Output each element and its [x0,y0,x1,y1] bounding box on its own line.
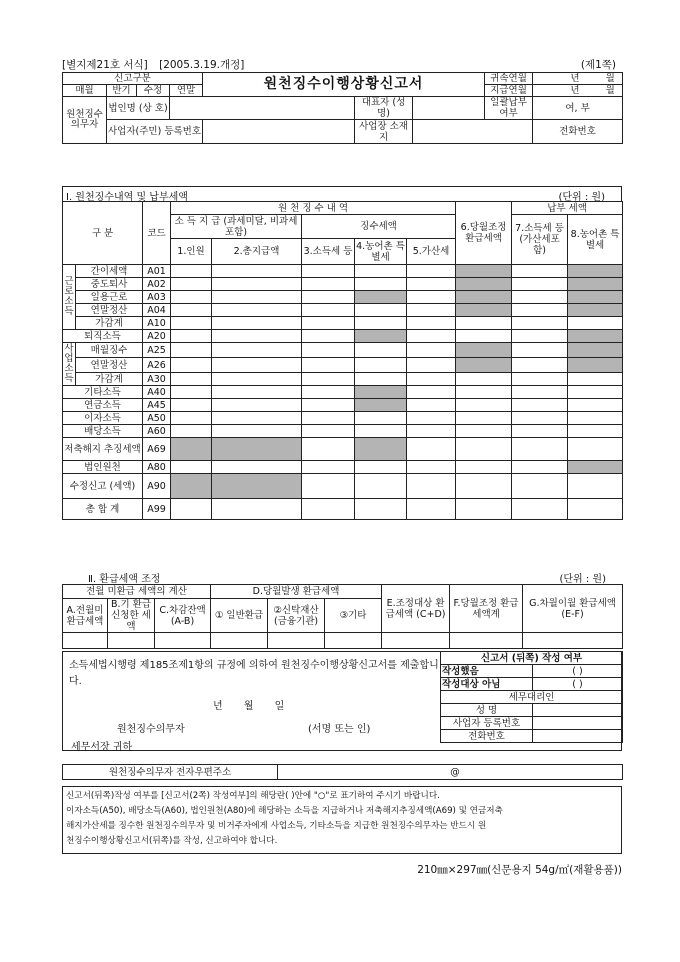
corp-name-label: 법인명 (상 호) [107,97,170,120]
row-cell[interactable] [171,399,212,412]
row-name: 연말정산 [76,358,143,373]
row-cell[interactable] [355,343,407,358]
row-cell[interactable] [456,317,512,330]
row-cell[interactable] [568,412,623,425]
row-name: 수정신고 (세액) [63,474,143,499]
row-cell [568,330,623,343]
row-cell [568,278,623,291]
row-cell[interactable] [302,330,355,343]
d3-label: ③기타 [325,599,382,633]
row-cell [355,438,407,461]
row-cell[interactable] [512,399,568,412]
table-row [63,304,623,317]
row-name: 연말정산 [76,304,143,317]
row-cell[interactable] [407,278,456,291]
row-cell[interactable] [355,499,407,520]
row-cell [568,343,623,358]
declaration-withholder: 원천징수의무자 [117,724,185,735]
d3-field[interactable] [325,633,382,649]
row-cell[interactable] [456,425,512,438]
reg-no-label: 사업자(주민) 등록번호 [107,120,203,144]
row-cell[interactable] [212,412,302,425]
table-row [63,330,623,343]
row-code: A69 [143,438,171,461]
b-field[interactable] [108,633,155,649]
back-written-check[interactable]: ( ) [533,665,623,678]
note-line-1: 신고서(뒤쪽)작성 여부를 [신고서(2쪽) 작성여부]의 해당란( )안에 "○"로 표기하여 주시기 바랍니다. [66,791,440,801]
row-cell[interactable] [171,317,212,330]
e-label: E.조정대상 환급세액 (C+D) [382,585,450,633]
row-cell[interactable] [302,304,355,317]
row-name: 중도퇴사 [76,278,143,291]
row-cell[interactable] [212,358,302,373]
row-cell[interactable] [568,373,623,386]
row-cell[interactable] [302,461,355,474]
row-cell[interactable] [407,317,456,330]
row-cell[interactable] [568,438,623,461]
rep-field[interactable] [413,97,485,120]
g-label: G.차월이월 환급세액 (E-F) [523,585,623,633]
row-cell[interactable] [456,386,512,399]
row-cell [355,291,407,304]
row-cell[interactable] [407,425,456,438]
table-row [63,399,623,412]
row-cell[interactable] [512,461,568,474]
row-cell [212,438,302,461]
table-row [63,373,623,386]
table-row [63,474,623,499]
row-cell[interactable] [456,474,512,499]
phone-label: 전화번호 [533,120,623,144]
row-cell[interactable] [212,278,302,291]
refund-table [62,584,623,649]
row-cell [456,304,512,317]
row-cell[interactable] [407,412,456,425]
row-cell[interactable] [355,358,407,373]
row-cell[interactable] [212,317,302,330]
row-name: 이자소득 [63,412,143,425]
agent-reg-label: 사업자 등록번호 [441,717,533,730]
row-cell [456,358,512,373]
row-cell[interactable] [512,373,568,386]
back-written: 작성했음 [441,665,533,678]
row-cell[interactable] [302,358,355,373]
row-cell[interactable] [355,317,407,330]
page-number: (제1쪽) [580,59,616,71]
section1-unit: (단위 : 원) [558,192,605,203]
row-cell[interactable] [302,278,355,291]
section2-unit: (단위 : 원) [559,574,606,585]
back-not-target: 작성대상 아님 [441,678,533,691]
f-label: F.당월조정 환급세액계 [450,585,523,633]
row-cell [568,265,623,278]
row-code: A90 [143,474,171,499]
agent-name-field[interactable] [533,704,623,717]
report-type-yearend[interactable]: 연말 [170,85,203,97]
agent-phone-field[interactable] [533,730,623,743]
col-collected: 징수세액 [302,215,456,239]
row-name: 저축해지 추징세액 [63,438,143,461]
row-cell[interactable] [171,373,212,386]
batch-pay-field[interactable]: 여, 부 [533,97,623,120]
form-title: 원천징수이행상황신고서 [203,73,485,97]
row-cell[interactable] [171,386,212,399]
row-code: A45 [143,399,171,412]
section2-title: Ⅱ. 환급세액 조정 [88,574,161,585]
agent-name-label: 성 명 [441,704,533,717]
prev-calc-label: 전월 미환급 세액의 계산 [63,585,211,599]
row-cell[interactable] [171,343,212,358]
row-cell [456,343,512,358]
row-cell[interactable] [355,265,407,278]
biz-addr-label: 사업장 소재지 [355,120,413,144]
row-name: 가감계 [76,373,143,386]
back-not-target-check[interactable]: ( ) [533,678,623,691]
row-cell[interactable] [512,438,568,461]
row-cell[interactable] [407,330,456,343]
e-field[interactable] [382,633,450,649]
email-field[interactable]: @ [278,765,623,780]
row-cell [171,474,212,499]
row-cell[interactable] [302,474,355,499]
f-field[interactable] [450,633,523,649]
row-cell[interactable] [171,304,212,317]
row-cell[interactable] [171,265,212,278]
row-cell[interactable] [512,317,568,330]
identification-table [62,72,623,144]
col-h8: 8.농어촌 특별세 [568,215,623,265]
row-cell[interactable] [302,438,355,461]
row-cell[interactable] [456,330,512,343]
row-code: A60 [143,425,171,438]
withholding-table [62,201,623,520]
row-code: A30 [143,373,171,386]
section1-header [62,186,622,201]
report-type-amend[interactable]: 수정 [137,85,170,97]
agent-phone-label: 전화번호 [441,730,533,743]
row-name: 간이세액 [76,265,143,278]
rep-label: 대표자 (성 명) [355,97,413,120]
row-cell[interactable] [302,373,355,386]
row-cell [568,291,623,304]
row-name: 매월징수 [76,343,143,358]
email-table [62,764,623,780]
row-code: A80 [143,461,171,474]
row-cell[interactable] [171,291,212,304]
row-cell[interactable] [407,499,456,520]
section1-title: Ⅰ. 원천징수내역 및 납부세액 [66,192,188,203]
row-cell[interactable] [407,474,456,499]
row-code: A02 [143,278,171,291]
row-cell[interactable] [212,304,302,317]
row-cell[interactable] [456,373,512,386]
row-cell[interactable] [456,399,512,412]
row-cell[interactable] [302,412,355,425]
table-row [63,425,623,438]
col-h2: 2.총지급액 [212,239,302,265]
row-cell[interactable] [407,304,456,317]
row-name: 배당소득 [63,425,143,438]
row-code: A40 [143,386,171,399]
declaration-block [62,651,622,751]
row-cell[interactable] [302,499,355,520]
row-cell [171,438,212,461]
row-cell[interactable] [355,373,407,386]
row-cell[interactable] [355,425,407,438]
table-row [63,291,623,304]
c-field[interactable] [155,633,211,649]
note-line-3: 해지가산세를 징수한 원천징수의무자 및 비거주자에게 사업소득, 기타소득을 지급한 원천징수의무자는 반드시 원 [66,821,487,831]
tax-agent-label: 세무대리인 [441,691,623,704]
col-gubun: 구 분 [63,202,143,265]
row-cell[interactable] [568,317,623,330]
row-cell[interactable] [212,330,302,343]
row-code: A25 [143,343,171,358]
row-name: 일용근로 [76,291,143,304]
withholder-label: 원천징수의무자 [63,97,107,144]
table-row [63,499,623,520]
row-cell [456,291,512,304]
row-cell [456,265,512,278]
form-header [62,57,622,72]
row-cell[interactable] [355,474,407,499]
row-cell[interactable] [512,386,568,399]
row-cell[interactable] [171,461,212,474]
back-side-table [440,651,623,743]
row-cell[interactable] [171,330,212,343]
pay-year-field[interactable]: 년 월 [533,85,623,97]
row-cell[interactable] [512,278,568,291]
curr-refund-label: D.당월발생 환급세액 [211,585,382,599]
row-cell [212,474,302,499]
row-code: A20 [143,330,171,343]
group-business: 사업소득 [64,343,74,384]
table-row [63,265,623,278]
section2-header [62,569,622,584]
row-cell[interactable] [171,412,212,425]
row-cell[interactable] [212,425,302,438]
row-cell[interactable] [407,438,456,461]
corp-name-field[interactable] [170,97,355,120]
row-name: 가감계 [76,317,143,330]
row-cell[interactable] [407,373,456,386]
row-cell[interactable] [568,386,623,399]
row-code: A04 [143,304,171,317]
row-cell[interactable] [512,474,568,499]
attribution-year-field[interactable]: 년 월 [533,73,623,85]
col-payment: 납부 세액 [512,202,623,215]
d2-field[interactable] [268,633,325,649]
row-cell[interactable] [212,386,302,399]
row-cell [355,330,407,343]
row-cell[interactable] [302,343,355,358]
report-type-halfyear[interactable]: 반기 [107,85,137,97]
c-label: C.차감잔액 (A-B) [155,599,211,633]
row-cell[interactable] [568,499,623,520]
row-cell[interactable] [512,291,568,304]
row-cell[interactable] [302,265,355,278]
row-cell[interactable] [512,412,568,425]
row-cell [355,399,407,412]
table-row [63,386,623,399]
withholding-rows [63,265,623,520]
row-cell [568,461,623,474]
col-h3: 3.소득세 등 [302,239,355,265]
row-cell[interactable] [512,358,568,373]
row-cell [355,386,407,399]
d1-field[interactable] [211,633,268,649]
row-cell[interactable] [355,278,407,291]
row-code: A99 [143,499,171,520]
report-type-monthly[interactable]: 매월 [63,85,107,97]
col-income: 소 득 지 급 (과세미달, 비과세 포함) [171,215,302,239]
row-cell[interactable] [171,358,212,373]
row-cell[interactable] [302,399,355,412]
row-cell[interactable] [568,474,623,499]
row-cell[interactable] [212,343,302,358]
g-field[interactable] [523,633,623,649]
row-name: 연금소득 [63,399,143,412]
note-line-2: 이자소득(A50), 배당소득(A60), 법인원천(A80)에 해당하는 소득을 지급하거나 저축해지추징세액(A69) 및 연금저축 [66,806,503,816]
row-cell[interactable] [212,265,302,278]
row-cell[interactable] [407,358,456,373]
col-h1: 1.인원 [171,239,212,265]
row-cell[interactable] [212,399,302,412]
declaration-sign[interactable]: (서명 또는 인) [308,724,371,735]
row-code: A26 [143,358,171,373]
row-cell[interactable] [512,425,568,438]
row-cell[interactable] [568,425,623,438]
form-number: [별지제21호 서식] [62,59,148,71]
reg-no-field[interactable] [203,120,355,144]
row-cell[interactable] [512,499,568,520]
row-cell[interactable] [355,412,407,425]
col-h7: 7.소득세 등 (가산세포함) [512,215,568,265]
col-h4: 4.농어촌 특별세 [356,240,405,263]
table-row [63,461,623,474]
row-cell [456,278,512,291]
row-cell [568,304,623,317]
a-label: A.전월미 환급세액 [63,599,108,633]
row-cell[interactable] [302,317,355,330]
report-type-label: 신고구분 [63,73,203,85]
row-cell[interactable] [407,265,456,278]
row-cell [568,358,623,373]
table-row [63,317,623,330]
declaration-to: 세무서장 귀하 [71,742,133,753]
back-title: 신고서 (뒤쪽) 작성 여부 [441,652,623,665]
attribution-year-label: 귀속연월 [485,73,533,85]
row-cell[interactable] [212,373,302,386]
row-cell[interactable] [407,399,456,412]
row-cell[interactable] [302,291,355,304]
row-cell[interactable] [456,461,512,474]
pay-year-label: 지급연월 [485,85,533,97]
d2-label: ②신탁재산 (금융기관) [268,599,325,633]
row-cell[interactable] [212,461,302,474]
row-cell[interactable] [512,343,568,358]
biz-addr-field[interactable] [413,120,533,144]
paper-spec: 210㎜×297㎜(신문용지 54g/㎡(재활용품)) [417,864,622,876]
row-cell[interactable] [512,304,568,317]
d1-label: ① 일반환급 [211,599,268,633]
row-code: A01 [143,265,171,278]
row-cell[interactable] [407,343,456,358]
row-cell[interactable] [171,499,212,520]
form-revision: [2005.3.19.개정] [159,59,245,71]
row-cell[interactable] [456,412,512,425]
row-cell[interactable] [212,291,302,304]
table-row [63,358,623,373]
row-name: 기타소득 [63,386,143,399]
col-adjust: 6.당월조정 환급세액 [456,202,512,265]
col-h5: 5.가산세 [407,239,456,265]
row-cell[interactable] [171,425,212,438]
b-label: B.기 환급 신청한 세액 [108,599,155,633]
table-row [63,278,623,291]
col-code: 코드 [143,202,171,265]
row-cell[interactable] [212,499,302,520]
declaration-date[interactable]: 년 월 일 [213,701,285,712]
row-cell[interactable] [512,330,568,343]
row-cell[interactable] [456,438,512,461]
notes-box [62,786,622,854]
row-cell[interactable] [302,386,355,399]
col-withholding: 원 천 징 수 내 역 [171,202,456,215]
table-row [63,412,623,425]
row-code: A03 [143,291,171,304]
row-cell[interactable] [407,291,456,304]
row-cell[interactable] [407,386,456,399]
row-cell[interactable] [355,304,407,317]
declaration-text: 소득세법시행령 제185조제1항의 규정에 의하여 원천징수이행상황신고서를 제출합니다. [69,660,439,687]
row-cell[interactable] [171,278,212,291]
table-row [63,438,623,461]
row-cell[interactable] [456,499,512,520]
agent-reg-field[interactable] [533,717,623,730]
row-name: 총 합 계 [63,499,143,520]
group-earned: 근로소득 [63,265,76,330]
row-cell[interactable] [568,399,623,412]
row-cell[interactable] [512,265,568,278]
note-line-4: 천징수이행상황신고서(뒤쪽)를 작성, 신고하여야 합니다. [66,836,278,846]
row-code: A50 [143,412,171,425]
row-cell[interactable] [302,425,355,438]
row-name: 법인원천 [63,461,143,474]
email-label: 원천징수의무자 전자우편주소 [63,765,278,780]
row-cell[interactable] [355,461,407,474]
batch-pay-label: 일괄납부 여부 [485,97,533,120]
a-field[interactable] [63,633,108,649]
row-name: 퇴직소득 [63,330,143,343]
row-cell[interactable] [407,461,456,474]
table-row [63,343,623,358]
row-code: A10 [143,317,171,330]
